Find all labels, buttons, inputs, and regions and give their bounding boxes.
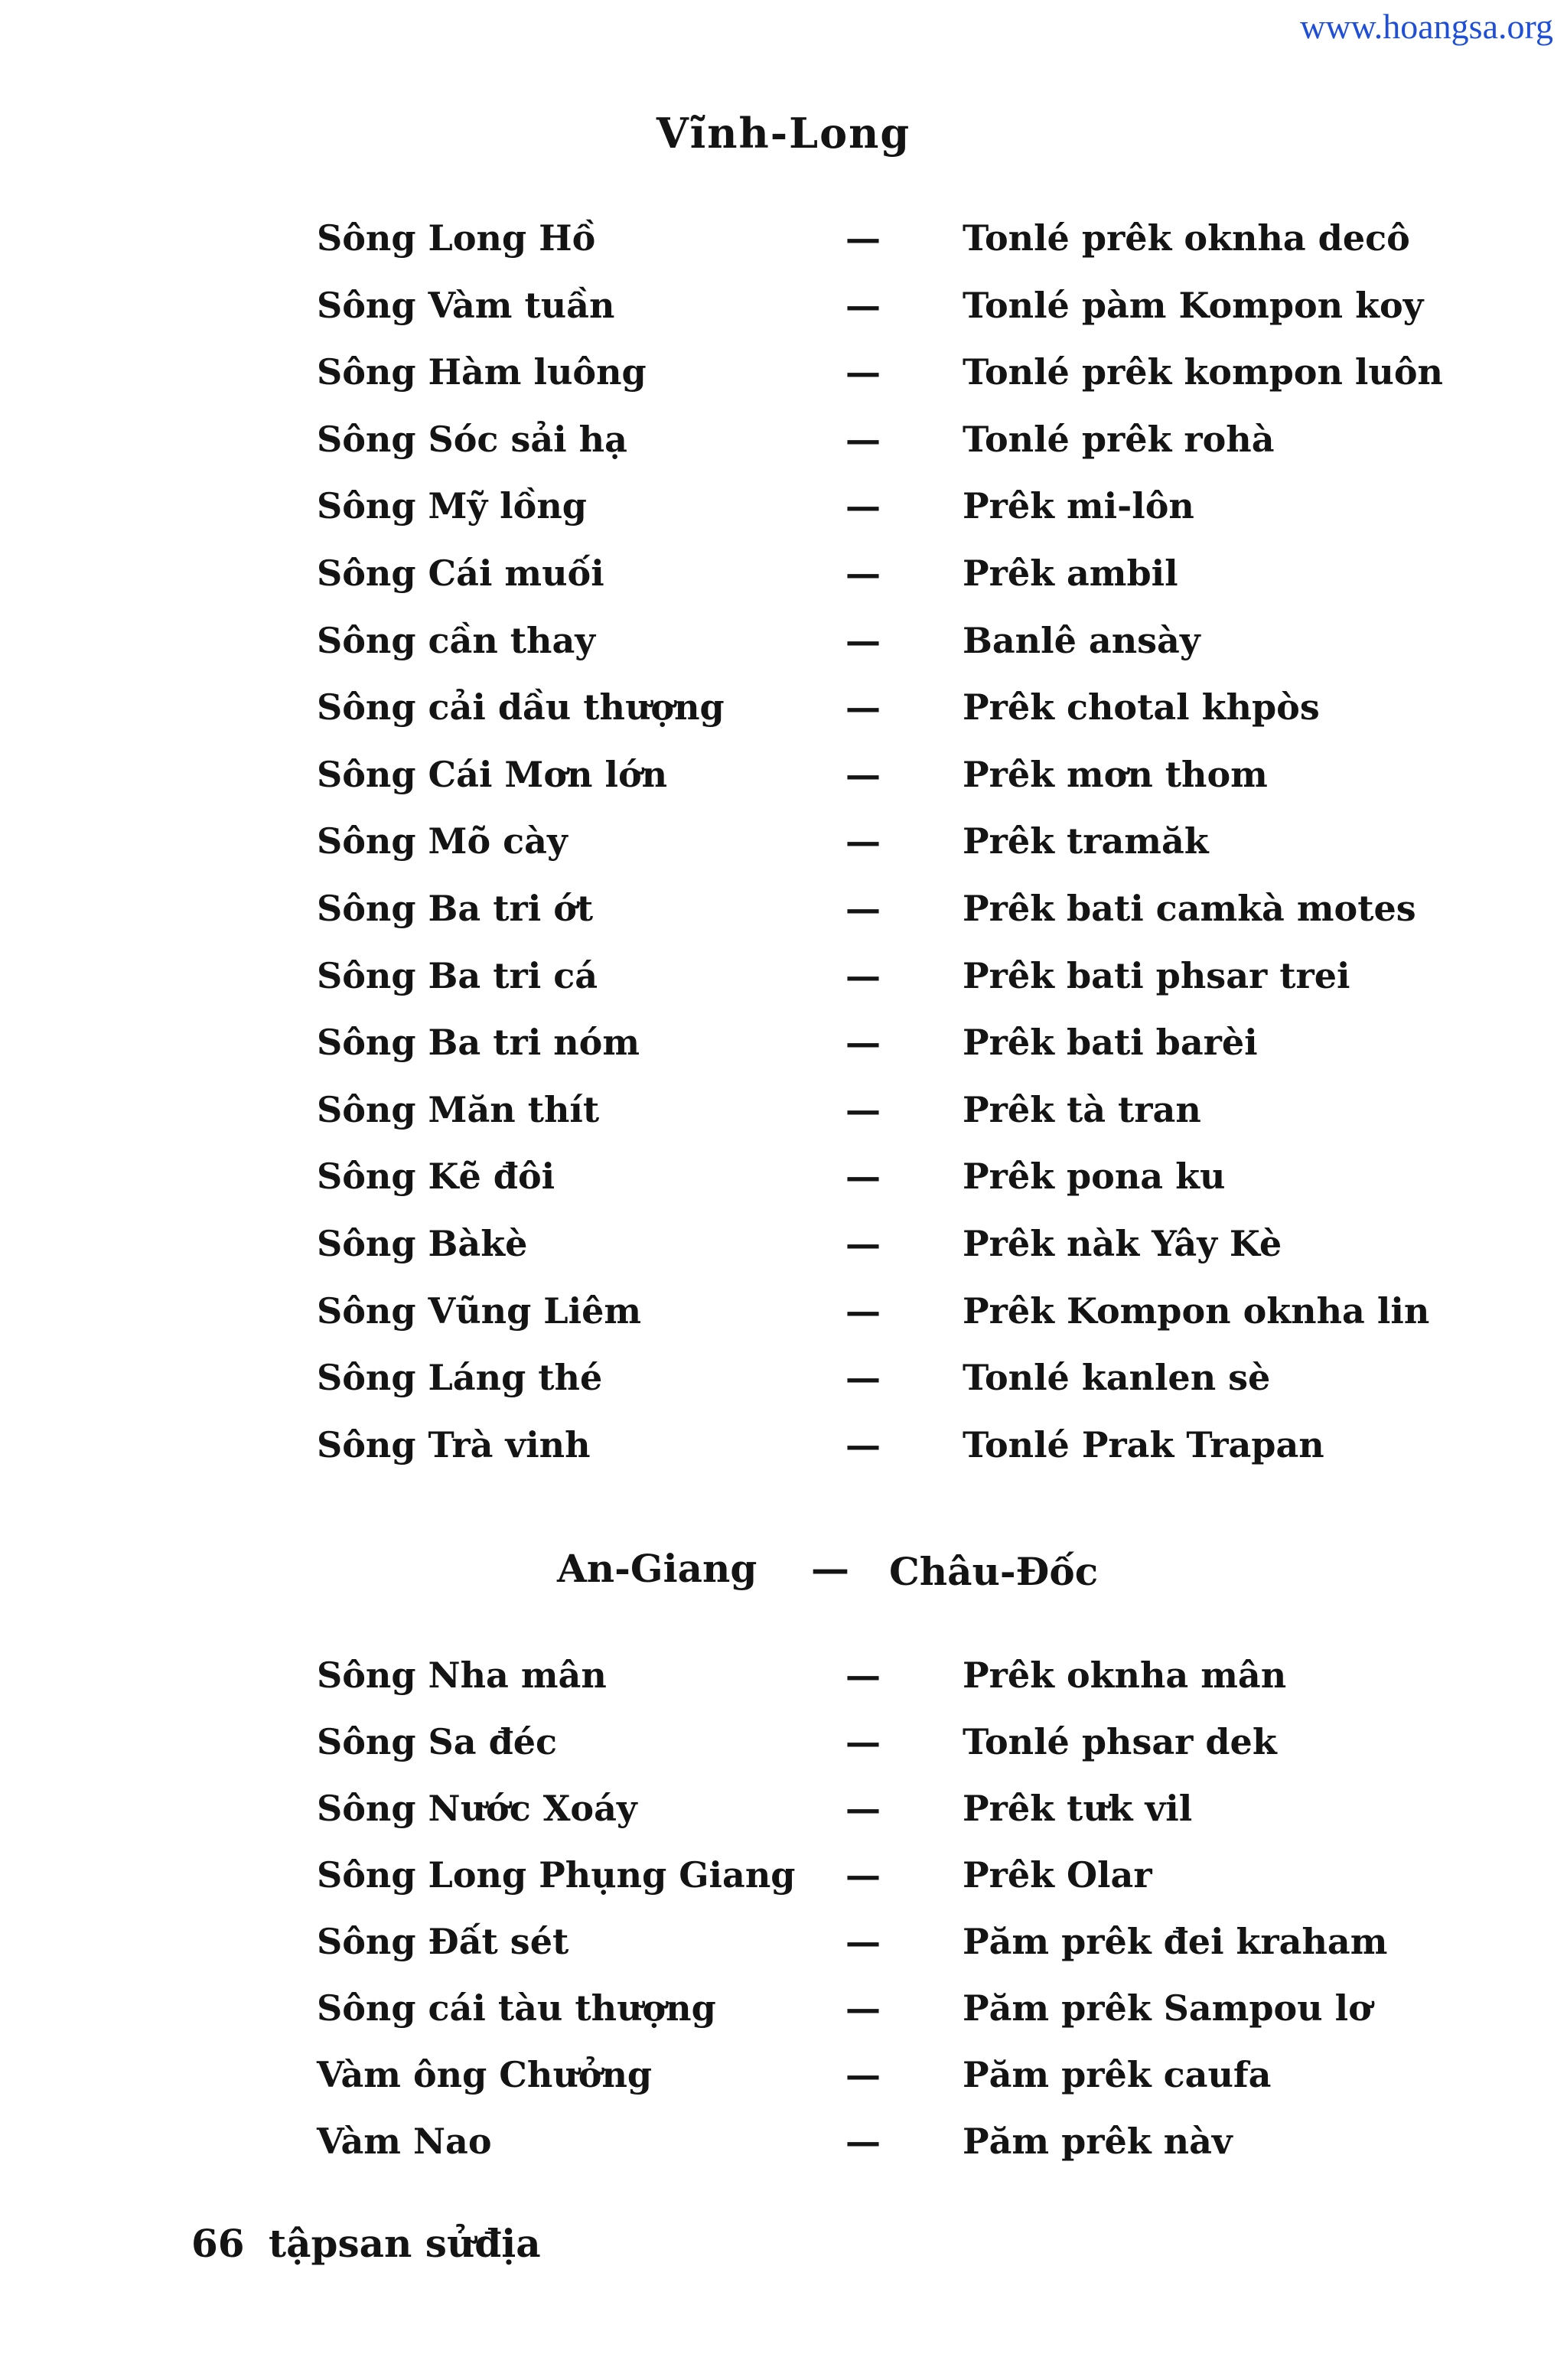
river-row: [0, 1921, 1567, 1982]
khmer-river-name: Prêk mơn thom: [963, 753, 1268, 795]
page-number: 66: [191, 2221, 245, 2266]
row-dash: —: [845, 686, 881, 729]
row-dash: —: [845, 553, 881, 594]
row-dash: —: [845, 2121, 881, 2162]
river-row: [0, 1655, 1567, 1716]
section-title-dash: —: [811, 1546, 849, 1591]
khmer-river-name: Tonlé kanlen sè: [963, 1357, 1271, 1399]
vietnamese-river-name: Sông Cái Mơn lớn: [317, 753, 668, 795]
river-row: [0, 1721, 1567, 1782]
khmer-river-name: Prêk tramăk: [963, 820, 1209, 862]
row-dash: —: [845, 1156, 881, 1198]
khmer-river-name: Tonlé pàm Kompon koy: [963, 284, 1424, 326]
row-dash: —: [845, 1721, 881, 1762]
vietnamese-river-name: Sông Trà vinh: [317, 1423, 591, 1465]
river-row: [0, 419, 1567, 480]
row-dash: —: [845, 1022, 881, 1064]
river-row: [0, 1788, 1567, 1849]
row-dash: —: [845, 1854, 881, 1896]
river-row: [0, 285, 1567, 346]
row-dash: —: [845, 1423, 881, 1465]
vietnamese-river-name: Sông Láng thé: [317, 1357, 603, 1399]
river-row: [0, 351, 1567, 412]
vietnamese-river-name: Sông Cái muối: [317, 553, 604, 594]
khmer-river-name: Tonlé Prak Trapan: [963, 1423, 1324, 1465]
river-row: [0, 1156, 1567, 1217]
river-row: [0, 1089, 1567, 1150]
vietnamese-river-name: Sông Ba tri ớt: [317, 888, 594, 929]
vietnamese-river-name: Sông Kẽ đôi: [317, 1156, 555, 1198]
row-dash: —: [845, 485, 881, 527]
vietnamese-river-name: Sông Măn thít: [317, 1088, 600, 1130]
river-row: [0, 217, 1567, 279]
vietnamese-river-name: Sông Sa đéc: [317, 1721, 558, 1762]
section-title-right: Châu-Đốc: [889, 1549, 1099, 1594]
row-dash: —: [845, 954, 881, 996]
khmer-river-name: Păm prêk nàv: [963, 2121, 1233, 2162]
river-row: [0, 1290, 1567, 1351]
row-dash: —: [845, 1088, 881, 1130]
vietnamese-river-name: Sông Hàm luông: [317, 351, 647, 393]
vietnamese-river-name: Sông Vũng Liêm: [317, 1289, 642, 1332]
river-row: [0, 1987, 1567, 2049]
khmer-river-name: Prêk bati barèi: [963, 1022, 1258, 1064]
vietnamese-river-name: Sông Mỹ lồng: [317, 485, 587, 527]
row-dash: —: [845, 1289, 881, 1332]
khmer-river-name: Prêk bati phsar trei: [963, 954, 1350, 996]
vietnamese-river-name: Sông Sóc sải hạ: [317, 418, 627, 460]
khmer-river-name: Tonlé prêk oknha decô: [963, 217, 1410, 259]
river-row: [0, 686, 1567, 748]
vietnamese-river-name: Sông cái tàu thượng: [317, 1987, 716, 2029]
vietnamese-river-name: Vàm ông Chưởng: [317, 2054, 653, 2095]
river-row: [0, 1022, 1567, 1083]
river-row: [0, 754, 1567, 815]
khmer-river-name: Prêk Olar: [963, 1854, 1152, 1896]
section-title-left: An-Giang: [557, 1546, 757, 1591]
row-dash: —: [845, 217, 881, 259]
row-dash: —: [845, 418, 881, 460]
river-row: [0, 955, 1567, 1016]
row-dash: —: [845, 284, 881, 326]
row-dash: —: [845, 351, 881, 393]
river-row: [0, 1424, 1567, 1485]
vietnamese-river-name: Sông cần thay: [317, 619, 596, 661]
row-dash: —: [845, 619, 881, 661]
vietnamese-river-name: Sông Mõ cày: [317, 820, 568, 862]
river-row: [0, 2121, 1567, 2182]
khmer-river-name: Prêk ambil: [963, 553, 1178, 594]
khmer-river-name: Prêk tưk vil: [963, 1788, 1193, 1829]
vietnamese-river-name: Sông Long Hồ: [317, 217, 596, 259]
river-row: [0, 1854, 1567, 1915]
khmer-river-name: Prêk nàk Yây Kè: [963, 1223, 1282, 1264]
row-dash: —: [845, 1987, 881, 2029]
row-dash: —: [845, 1921, 881, 1962]
row-dash: —: [845, 753, 881, 795]
vietnamese-river-name: Sông Bàkè: [317, 1223, 528, 1264]
row-dash: —: [845, 1223, 881, 1264]
river-row: [0, 820, 1567, 882]
river-row: [0, 620, 1567, 681]
river-row: [0, 485, 1567, 546]
vietnamese-river-name: Sông Ba tri nóm: [317, 1022, 640, 1064]
khmer-river-name: Tonlé phsar dek: [963, 1721, 1277, 1762]
page-footer: [191, 2221, 541, 2266]
river-row: [0, 888, 1567, 949]
khmer-river-name: Prêk pona ku: [963, 1156, 1226, 1198]
vietnamese-river-name: Sông cải dầu thượng: [317, 686, 725, 729]
khmer-river-name: Păm prêk đei kraham: [963, 1921, 1388, 1962]
row-dash: —: [845, 820, 881, 862]
row-dash: —: [845, 1357, 881, 1399]
row-dash: —: [845, 1788, 881, 1829]
khmer-river-name: Prêk Kompon oknha lin: [963, 1289, 1430, 1332]
row-dash: —: [845, 1655, 881, 1696]
khmer-river-name: Păm prêk Sampou lơ: [963, 1987, 1372, 2029]
row-dash: —: [845, 2054, 881, 2095]
vietnamese-river-name: Sông Nha mân: [317, 1655, 607, 1696]
section-title-an-giang-chau-doc: [0, 1546, 1567, 1607]
khmer-river-name: Prêk bati camkà motes: [963, 888, 1416, 929]
khmer-river-name: Prêk mi-lôn: [963, 485, 1194, 527]
khmer-river-name: Păm prêk caufa: [963, 2054, 1272, 2095]
row-dash: —: [845, 888, 881, 929]
khmer-river-name: Banlê ansày: [963, 619, 1200, 661]
river-row: [0, 2054, 1567, 2115]
river-row: [0, 1357, 1567, 1418]
watermark-link[interactable]: www.hoangsa.org: [1300, 7, 1553, 46]
river-row: [0, 1223, 1567, 1284]
vietnamese-river-name: Sông Long Phụng Giang: [317, 1854, 796, 1896]
khmer-river-name: Prêk oknha mân: [963, 1655, 1287, 1696]
khmer-river-name: Tonlé prêk kompon luôn: [963, 351, 1443, 393]
publication-name: tậpsan sửđịa: [269, 2221, 541, 2266]
vietnamese-river-name: Vàm Nao: [317, 2121, 492, 2162]
vietnamese-river-name: Sông Vàm tuần: [317, 284, 615, 326]
khmer-river-name: Prêk tà tran: [963, 1088, 1201, 1130]
section-title-vinh-long: Vĩnh-Long: [656, 109, 911, 158]
vietnamese-river-name: Sông Nước Xoáy: [317, 1788, 637, 1829]
khmer-river-name: Tonlé prêk rohà: [963, 418, 1275, 460]
vietnamese-river-name: Sông Đất sét: [317, 1921, 569, 1962]
khmer-river-name: Prêk chotal khpòs: [963, 686, 1320, 729]
vietnamese-river-name: Sông Ba tri cá: [317, 954, 598, 996]
river-row: [0, 553, 1567, 614]
